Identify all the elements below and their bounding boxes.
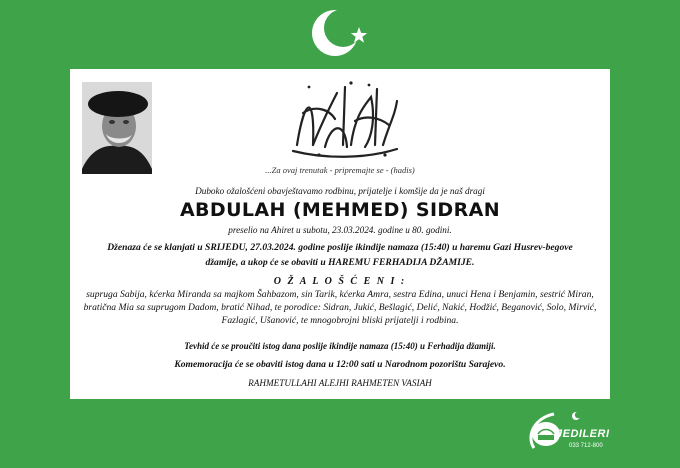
brand-phone: 033 712-800 bbox=[569, 443, 603, 449]
deceased-name: ABDULAH (MEHMED) SIDRAN bbox=[179, 199, 501, 221]
deceased-portrait-photo bbox=[82, 82, 152, 174]
announcement-intro: Duboko ožalošćeni obavještavamo rodbinu, prijatelje i komšije da je naš dragi bbox=[195, 186, 485, 196]
tevhid-notice: Tevhid će se proučiti istog dana poslije ikindije namaza (15:40) u Ferhadija džamiji. bbox=[184, 341, 496, 351]
death-notice: preselio na Ahiret u subotu, 23.03.2024. godine u 80. godini. bbox=[228, 225, 452, 235]
funeral-details: Dženaza će se klanjati u SRIJEDU, 27.03.2024. godine poslije ikindije namaza (15:40) u haremu Gazi Husrev-begove džamije, a ukop će se obaviti u HAREMU FERHADIJA DŽAMIJE. bbox=[107, 242, 573, 268]
obituary-card bbox=[70, 69, 610, 399]
mourners-list: supruga Sabija, kćerka Miranda sa majkom Šahbazom, sin Tarik, kćerka Amra, sestra Edina, unuci Hena i Benjamin, sestrić Miran, bratična Mia sa suprugom Dadom, bratić Nihad, te porodice: Sidran, Jukić, Bešlagić, Delić, Nakić, Hodžić, Beganović, Solo, Mirvić, Fazlagić, Ušanović, te mnogobrojni bliski prijatelji i rodbina. bbox=[83, 289, 597, 326]
closing-prayer: RAHMETULLAHI ALEJHI RAHMETEN VASIAH bbox=[248, 378, 432, 388]
brand-name: JEDILERI bbox=[556, 428, 610, 440]
crescent-and-star-icon bbox=[305, 6, 375, 60]
mourners-heading: O Ž A L O Š Ć E N I : bbox=[273, 276, 407, 287]
commemoration-notice: Komemoracija će se obaviti istog dana u 12:00 sati u Narodnom pozorištu Sarajevo. bbox=[174, 359, 506, 370]
hadith-quote: ...Za ovaj trenutak - pripremajte se - (hadis) bbox=[265, 165, 415, 175]
arabic-calligraphy bbox=[285, 75, 405, 163]
